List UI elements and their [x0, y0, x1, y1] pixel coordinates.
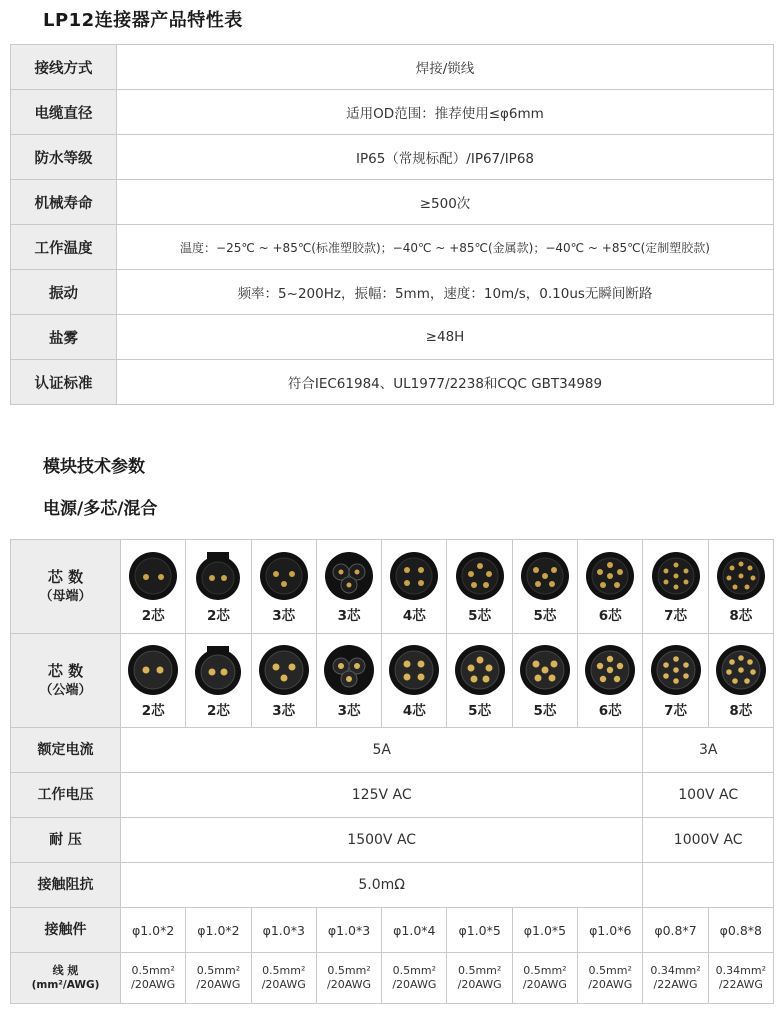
- female-7pin-icon: [651, 550, 701, 602]
- contact-value: φ1.0*5: [447, 908, 512, 953]
- male-2pin-icon: [127, 643, 179, 697]
- row-label: 防水等级: [11, 135, 117, 180]
- female-cell: [447, 540, 512, 634]
- male-label-line1: 芯 数: [47, 661, 84, 680]
- wire-value: [316, 953, 381, 1004]
- female-cell: [578, 540, 643, 634]
- core-count: 5芯: [533, 702, 557, 719]
- core-count: 7芯: [664, 702, 687, 719]
- voltage-value-a: 125V AC: [121, 773, 643, 818]
- wire-value: [251, 953, 316, 1004]
- contact-value: φ1.0*2: [121, 908, 186, 953]
- core-count: 2芯: [141, 702, 165, 719]
- contact-value: φ1.0*2: [186, 908, 251, 953]
- female-2pin-keyed-icon: [193, 550, 243, 602]
- wire-top: 0.5mm²: [523, 964, 567, 977]
- male-cell: [316, 634, 381, 728]
- row-value: IP65（常规标配）/IP67/IP68: [117, 135, 774, 180]
- contact-label: 接触件: [11, 908, 121, 953]
- table-row: [11, 225, 774, 270]
- wire-bot: /20AWG: [196, 978, 241, 991]
- wire-row: [11, 953, 774, 1004]
- female-5pin-icon: [455, 550, 505, 602]
- table-row: [11, 360, 774, 405]
- wire-value: [643, 953, 708, 1004]
- female-cell: [708, 540, 773, 634]
- table-row: [11, 90, 774, 135]
- contact-value: φ1.0*3: [316, 908, 381, 953]
- male-cell: [121, 634, 186, 728]
- core-count: 5芯: [468, 702, 492, 719]
- row-value: 焊接/锁线: [117, 45, 774, 90]
- wire-value: [512, 953, 577, 1004]
- male-3pin-icon: [258, 643, 310, 697]
- core-count: 5芯: [468, 607, 492, 624]
- core-count: 3芯: [337, 702, 361, 719]
- current-value-b: 3A: [643, 728, 774, 773]
- withstand-value-b: 1000V AC: [643, 818, 774, 863]
- core-count: 4芯: [402, 607, 426, 624]
- wire-value: [186, 953, 251, 1004]
- row-label: 盐雾: [11, 315, 117, 360]
- wire-label: [11, 953, 121, 1004]
- row-label: 工作温度: [11, 225, 117, 270]
- core-count: 2芯: [206, 702, 230, 719]
- female-2pin-icon: [128, 550, 178, 602]
- row-label: 接线方式: [11, 45, 117, 90]
- contact-value: φ0.8*7: [643, 908, 708, 953]
- female-cell: [251, 540, 316, 634]
- wire-top: 0.34mm²: [715, 964, 766, 977]
- wire-value: [447, 953, 512, 1004]
- spec-title: LP12连接器产品特性表: [43, 10, 243, 31]
- male-cell: [186, 634, 251, 728]
- female-cell: [382, 540, 447, 634]
- row-label: 认证标准: [11, 360, 117, 405]
- row-label: 振动: [11, 270, 117, 315]
- wire-bot: /20AWG: [457, 978, 502, 991]
- row-value: 温度：−25℃ ~ +85℃(标准塑胶款)；−40℃ ~ +85℃(金属款)；−40℃ ~ +85℃(定制塑胶款): [117, 225, 774, 270]
- male-3pin-lobed-icon: [323, 643, 375, 697]
- wire-top: 0.5mm²: [196, 964, 241, 977]
- module-table: [10, 539, 774, 1004]
- wire-bot: /20AWG: [588, 978, 633, 991]
- withstand-label: 耐 压: [11, 818, 121, 863]
- row-value: ≥48H: [117, 315, 774, 360]
- female-3pin-lobed-icon: [324, 550, 374, 602]
- voltage-value-b: 100V AC: [643, 773, 774, 818]
- female-row: [11, 540, 774, 634]
- withstand-row: [11, 818, 774, 863]
- male-2pin-keyed-icon: [192, 643, 244, 697]
- table-row: [11, 270, 774, 315]
- wire-label-line2: (mm²/AWG): [31, 979, 100, 991]
- male-4pin-icon: [388, 643, 440, 697]
- resistance-value: 5.0mΩ: [121, 863, 643, 908]
- row-label: 机械寿命: [11, 180, 117, 225]
- wire-label-line1: 线 规: [52, 964, 79, 977]
- wire-bot: /20AWG: [131, 978, 176, 991]
- female-cell: [643, 540, 708, 634]
- wire-bot: /20AWG: [522, 978, 567, 991]
- voltage-label: 工作电压: [11, 773, 121, 818]
- female-4pin-icon: [389, 550, 439, 602]
- male-6pin-icon: [584, 643, 636, 697]
- female-label-line1: 芯 数: [47, 567, 84, 586]
- table-row: [11, 135, 774, 180]
- wire-bot: /22AWG: [718, 978, 763, 991]
- wire-bot: /20AWG: [261, 978, 306, 991]
- female-5pin-center-icon: [520, 550, 570, 602]
- core-count: 7芯: [664, 607, 687, 624]
- female-label: [11, 540, 121, 634]
- row-value: 符合IEC61984、UL1977/2238和CQC GBT34989: [117, 360, 774, 405]
- core-count: 3芯: [272, 607, 296, 624]
- male-cell: [382, 634, 447, 728]
- male-7pin-icon: [650, 643, 702, 697]
- wire-top: 0.5mm²: [588, 964, 632, 977]
- table-row: [11, 315, 774, 360]
- male-cell: [447, 634, 512, 728]
- current-row: [11, 728, 774, 773]
- core-count: 6芯: [598, 607, 622, 624]
- male-label: [11, 634, 121, 728]
- core-count: 8芯: [729, 607, 753, 624]
- male-5pin-icon: [454, 643, 506, 697]
- contact-value: φ1.0*4: [382, 908, 447, 953]
- row-value: ≥500次: [117, 180, 774, 225]
- female-8pin-icon: [716, 550, 766, 602]
- male-8pin-icon: [715, 643, 767, 697]
- withstand-value-a: 1500V AC: [121, 818, 643, 863]
- wire-value: [382, 953, 447, 1004]
- row-value: 适用OD范围：推荐使用≤φ6mm: [117, 90, 774, 135]
- row-label: 电缆直径: [11, 90, 117, 135]
- wire-top: 0.5mm²: [392, 964, 436, 977]
- resistance-empty: [643, 863, 774, 908]
- current-label: 额定电流: [11, 728, 121, 773]
- contact-value: φ1.0*5: [512, 908, 577, 953]
- male-row: [11, 634, 774, 728]
- male-label-line2: （公端）: [39, 682, 92, 698]
- voltage-row: [11, 773, 774, 818]
- wire-top: 0.34mm²: [650, 964, 701, 977]
- table-row: [11, 45, 774, 90]
- core-count: 2芯: [206, 607, 230, 624]
- female-cell: [121, 540, 186, 634]
- female-6pin-icon: [585, 550, 635, 602]
- contact-value: φ0.8*8: [708, 908, 773, 953]
- male-cell: [708, 634, 773, 728]
- wire-top: 0.5mm²: [262, 964, 306, 977]
- wire-bot: /20AWG: [392, 978, 437, 991]
- wire-top: 0.5mm²: [131, 964, 175, 977]
- male-cell: [251, 634, 316, 728]
- contact-row: [11, 908, 774, 953]
- wire-value: [121, 953, 186, 1004]
- wire-value: [578, 953, 643, 1004]
- core-count: 4芯: [402, 702, 426, 719]
- female-cell: [512, 540, 577, 634]
- core-count: 2芯: [141, 607, 165, 624]
- resistance-row: [11, 863, 774, 908]
- resistance-label: 接触阻抗: [11, 863, 121, 908]
- core-count: 3芯: [272, 702, 296, 719]
- male-cell: [643, 634, 708, 728]
- core-count: 8芯: [729, 702, 753, 719]
- female-cell: [316, 540, 381, 634]
- row-value: 频率：5~200Hz，振幅：5mm，速度：10m/s，0.10us无瞬间断路: [117, 270, 774, 315]
- core-count: 6芯: [598, 702, 622, 719]
- female-3pin-icon: [259, 550, 309, 602]
- wire-top: 0.5mm²: [457, 964, 502, 977]
- male-cell: [578, 634, 643, 728]
- wire-bot: /20AWG: [327, 978, 372, 991]
- wire-value: [708, 953, 773, 1004]
- module-subtitle: 电源/多芯/混合: [43, 499, 158, 519]
- contact-value: φ1.0*6: [578, 908, 643, 953]
- female-cell: [186, 540, 251, 634]
- current-value-a: 5A: [121, 728, 643, 773]
- core-count: 3芯: [337, 607, 361, 624]
- contact-value: φ1.0*3: [251, 908, 316, 953]
- module-title: 模块技术参数: [43, 457, 145, 477]
- male-5pin-center-icon: [519, 643, 571, 697]
- spec-table: [10, 44, 774, 405]
- table-row: [11, 180, 774, 225]
- male-cell: [512, 634, 577, 728]
- core-count: 5芯: [533, 607, 557, 624]
- wire-top: 0.5mm²: [327, 964, 371, 977]
- wire-bot: /22AWG: [653, 978, 698, 991]
- female-label-line2: （母端）: [39, 588, 92, 604]
